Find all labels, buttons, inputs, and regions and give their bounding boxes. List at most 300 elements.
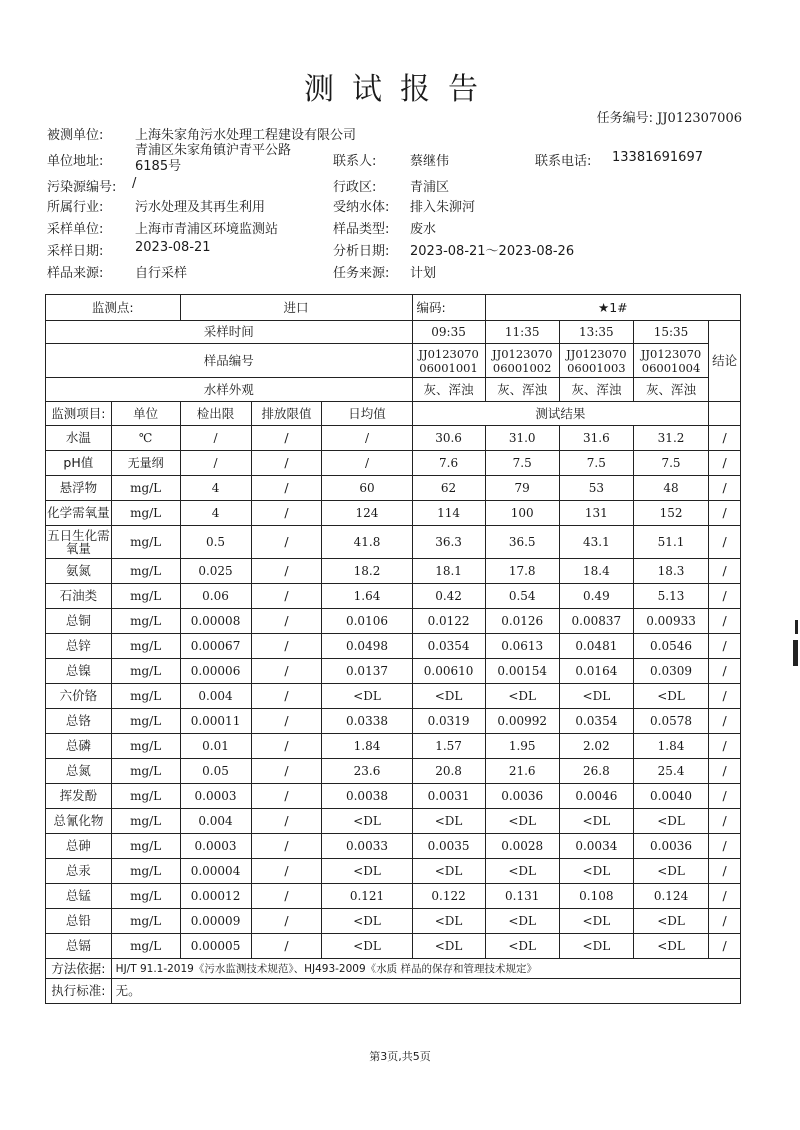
unit-cell: mg/L [111, 609, 180, 634]
conclusion-cell: / [709, 426, 741, 451]
conclusion-cell: / [709, 526, 741, 559]
result-cell: 100 [485, 501, 559, 526]
result-cell: 0.0164 [559, 659, 633, 684]
conclusion-header: 结论 [709, 321, 741, 402]
task-source-label: 任务来源: [333, 266, 390, 281]
emission-limit-cell: / [251, 501, 322, 526]
result-cell: 30.6 [412, 426, 485, 451]
daily-avg-cell: <DL [322, 809, 412, 834]
district-label: 行政区: [333, 180, 377, 195]
result-cell: 0.0481 [559, 634, 633, 659]
scan-artifact [793, 640, 798, 666]
emission-limit-cell: / [251, 526, 322, 559]
analysis-date-value: 2023-08-21～2023-08-26 [410, 244, 575, 259]
item-cell: 总氮 [46, 759, 112, 784]
sample-code-line2: 06001002 [492, 360, 552, 375]
sample-date-value: 2023-08-21 [135, 240, 211, 255]
client-label: 被测单位: [47, 128, 104, 143]
result-cell: 0.00610 [412, 659, 485, 684]
result-cell: <DL [485, 934, 559, 959]
result-cell: <DL [633, 909, 708, 934]
detect-limit-cell: 0.0003 [180, 834, 251, 859]
detect-limit-header: 检出限 [180, 402, 251, 426]
result-cell: <DL [485, 809, 559, 834]
result-cell: <DL [412, 809, 485, 834]
result-cell: 0.0036 [485, 784, 559, 809]
daily-avg-cell: 124 [322, 501, 412, 526]
unit-cell: mg/L [111, 684, 180, 709]
unit-cell: mg/L [111, 834, 180, 859]
emission-limit-cell: / [251, 559, 322, 584]
daily-avg-cell: 23.6 [322, 759, 412, 784]
sample-code-line2: 06001001 [419, 360, 478, 375]
receiving-water-label: 受纳水体: [333, 200, 390, 215]
conclusion-cell: / [709, 501, 741, 526]
table-row [46, 584, 741, 609]
unit-cell: mg/L [111, 559, 180, 584]
table-row [46, 526, 741, 559]
daily-avg-cell: 0.0038 [322, 784, 412, 809]
table-row [46, 734, 741, 759]
industry-value: 污水处理及其再生利用 [135, 200, 266, 215]
daily-avg-cell: 18.2 [322, 559, 412, 584]
result-cell: <DL [633, 684, 708, 709]
emission-limit-cell: / [251, 709, 322, 734]
sample-date-label: 采样日期: [47, 244, 104, 259]
result-cell: 31.0 [485, 426, 559, 451]
sample-code-line1: JJ0123070 [566, 346, 627, 361]
conclusion-cell: / [709, 784, 741, 809]
table-row [46, 426, 741, 451]
emission-limit-cell: / [251, 759, 322, 784]
emission-limit-cell: / [251, 584, 322, 609]
result-cell: 0.0354 [559, 709, 633, 734]
detect-limit-cell: 0.025 [180, 559, 251, 584]
result-cell: 0.00933 [633, 609, 708, 634]
conclusion-cell: / [709, 584, 741, 609]
unit-cell: mg/L [111, 809, 180, 834]
result-cell: <DL [633, 934, 708, 959]
result-cell: <DL [485, 859, 559, 884]
daily-avg-cell: 1.84 [322, 734, 412, 759]
daily-avg-cell: / [322, 451, 412, 476]
conclusion-cell: / [709, 609, 741, 634]
table-row [46, 659, 741, 684]
emission-limit-cell: / [251, 659, 322, 684]
daily-avg-cell: 1.64 [322, 584, 412, 609]
result-cell: <DL [559, 684, 633, 709]
analysis-date-label: 分析日期: [333, 244, 390, 259]
daily-avg-cell: 0.0137 [322, 659, 412, 684]
detect-limit-cell: 0.0003 [180, 784, 251, 809]
result-cell: <DL [412, 934, 485, 959]
sample-code-line2: 06001004 [641, 360, 701, 375]
conclusion-cell: / [709, 909, 741, 934]
appearance-cell: 灰、浑浊 [485, 378, 559, 402]
detect-limit-cell: / [180, 451, 251, 476]
unit-cell: mg/L [111, 501, 180, 526]
detect-limit-cell: / [180, 426, 251, 451]
item-cell: 总锰 [46, 884, 112, 909]
result-cell: 20.8 [412, 759, 485, 784]
item-cell: 总磷 [46, 734, 112, 759]
result-cell: 0.0046 [559, 784, 633, 809]
emission-limit-cell: / [251, 784, 322, 809]
task-number-label: 任务编号: [596, 111, 653, 126]
result-cell: 0.0126 [485, 609, 559, 634]
method-value: HJ/T 91.1-2019《污水监测技术规范》、HJ493-2009《水质 样品的保存和管理技术规定》 [111, 959, 740, 979]
point-value: 进口 [180, 295, 412, 321]
method-label: 方法依据: [46, 959, 112, 979]
task-source-value: 计划 [410, 266, 437, 281]
detect-limit-cell: 0.05 [180, 759, 251, 784]
detect-limit-cell: 0.00012 [180, 884, 251, 909]
item-cell: 总铅 [46, 909, 112, 934]
result-cell: 131 [559, 501, 633, 526]
daily-avg-cell: 0.121 [322, 884, 412, 909]
result-cell: 0.0034 [559, 834, 633, 859]
item-cell: 总汞 [46, 859, 112, 884]
daily-avg-cell: 0.0106 [322, 609, 412, 634]
daily-avg-cell: <DL [322, 909, 412, 934]
result-cell: 114 [412, 501, 485, 526]
time-row [46, 321, 741, 344]
table-row [46, 784, 741, 809]
unit-cell: mg/L [111, 526, 180, 559]
result-cell: 0.42 [412, 584, 485, 609]
sample-code-cell [412, 344, 485, 378]
emission-limit-cell: / [251, 809, 322, 834]
emission-limit-cell: / [251, 451, 322, 476]
address-line-2: 6185号 [135, 159, 182, 174]
item-cell: 总砷 [46, 834, 112, 859]
result-cell: <DL [559, 909, 633, 934]
result-cell: 1.84 [633, 734, 708, 759]
result-cell: <DL [412, 859, 485, 884]
result-cell: <DL [412, 684, 485, 709]
daily-avg-cell: <DL [322, 934, 412, 959]
appearance-cell: 灰、浑浊 [633, 378, 708, 402]
sample-code-cell [485, 344, 559, 378]
daily-avg-cell: <DL [322, 859, 412, 884]
emission-limit-cell: / [251, 934, 322, 959]
code-value: ★1# [485, 295, 740, 321]
sampler-value: 上海市青浦区环境监测站 [135, 222, 279, 237]
table-row [46, 884, 741, 909]
daily-avg-cell: 60 [322, 476, 412, 501]
item-cell: 悬浮物 [46, 476, 112, 501]
result-cell: 36.3 [412, 526, 485, 559]
result-cell: <DL [633, 859, 708, 884]
item-cell: 总锌 [46, 634, 112, 659]
detect-limit-cell: 0.00067 [180, 634, 251, 659]
code-label: 编码: [412, 295, 485, 321]
emission-limit-cell: / [251, 734, 322, 759]
conclusion-cell: / [709, 834, 741, 859]
data-rows [46, 426, 741, 959]
point-label: 监测点: [46, 295, 181, 321]
table-row [46, 476, 741, 501]
table-row [46, 634, 741, 659]
table-row [46, 609, 741, 634]
item-cell: pH值 [46, 451, 112, 476]
item-cell: 五日生化需氧量 [46, 526, 112, 559]
unit-cell: mg/L [111, 584, 180, 609]
sample-code-cell [559, 344, 633, 378]
sample-source-label: 样品来源: [47, 266, 104, 281]
sampler-label: 采样单位: [47, 222, 104, 237]
result-cell: 0.00992 [485, 709, 559, 734]
conclusion-cell: / [709, 451, 741, 476]
result-cell: 7.5 [633, 451, 708, 476]
unit-cell: mg/L [111, 634, 180, 659]
emission-limit-cell: / [251, 909, 322, 934]
result-cell: 43.1 [559, 526, 633, 559]
result-cell: 5.13 [633, 584, 708, 609]
receiving-water-value: 排入朱泖河 [410, 200, 476, 215]
result-cell: 0.0031 [412, 784, 485, 809]
result-cell: 7.5 [485, 451, 559, 476]
emission-limit-cell: / [251, 884, 322, 909]
sample-source-value: 自行采样 [135, 266, 188, 281]
phone-value: 13381691697 [612, 150, 703, 165]
conclusion-spacer [709, 402, 741, 426]
standard-row [46, 979, 741, 1004]
conclusion-cell: / [709, 934, 741, 959]
daily-avg-cell: / [322, 426, 412, 451]
conclusion-cell: / [709, 559, 741, 584]
table-row [46, 834, 741, 859]
detect-limit-cell: 4 [180, 476, 251, 501]
conclusion-cell: / [709, 684, 741, 709]
detect-limit-cell: 0.01 [180, 734, 251, 759]
result-cell: <DL [559, 859, 633, 884]
table-row [46, 809, 741, 834]
column-header-row [46, 402, 741, 426]
result-cell: <DL [485, 909, 559, 934]
item-cell: 化学需氧量 [46, 501, 112, 526]
time-label: 采样时间 [46, 321, 413, 344]
result-cell: 26.8 [559, 759, 633, 784]
item-cell: 总镉 [46, 934, 112, 959]
result-cell: 31.6 [559, 426, 633, 451]
result-cell: 0.0354 [412, 634, 485, 659]
unit-cell: ℃ [111, 426, 180, 451]
result-cell: 0.0040 [633, 784, 708, 809]
table-row [46, 451, 741, 476]
table-row [46, 684, 741, 709]
result-cell: 0.108 [559, 884, 633, 909]
result-cell: 18.3 [633, 559, 708, 584]
result-cell: 0.0319 [412, 709, 485, 734]
unit-cell: mg/L [111, 476, 180, 501]
detect-limit-cell: 0.004 [180, 684, 251, 709]
result-cell: <DL [485, 684, 559, 709]
detect-limit-cell: 0.00009 [180, 909, 251, 934]
result-cell: 0.49 [559, 584, 633, 609]
emission-limit-cell: / [251, 634, 322, 659]
table-row [46, 859, 741, 884]
conclusion-cell: / [709, 659, 741, 684]
detect-limit-cell: 0.00005 [180, 934, 251, 959]
emission-limit-cell: / [251, 859, 322, 884]
client-value: 上海朱家角污水处理工程建设有限公司 [135, 128, 357, 143]
report-title: 测试报告 [304, 72, 496, 107]
result-cell: 0.00154 [485, 659, 559, 684]
conclusion-cell: / [709, 759, 741, 784]
result-cell: 7.6 [412, 451, 485, 476]
sample-code-line1: JJ0123070 [418, 346, 479, 361]
unit-cell: mg/L [111, 759, 180, 784]
table-row [46, 709, 741, 734]
table-row [46, 501, 741, 526]
item-cell: 石油类 [46, 584, 112, 609]
result-cell: 152 [633, 501, 708, 526]
item-cell: 总镍 [46, 659, 112, 684]
method-row [46, 959, 741, 979]
result-cell: 0.0546 [633, 634, 708, 659]
result-cell: 31.2 [633, 426, 708, 451]
detect-limit-cell: 0.06 [180, 584, 251, 609]
item-cell: 氨氮 [46, 559, 112, 584]
district-value: 青浦区 [410, 180, 450, 195]
item-cell: 水温 [46, 426, 112, 451]
unit-cell: mg/L [111, 784, 180, 809]
time-cell: 13:35 [559, 321, 633, 344]
item-cell: 总氰化物 [46, 809, 112, 834]
source-id-value: / [132, 176, 137, 191]
result-cell: 48 [633, 476, 708, 501]
sample-code-cell [633, 344, 708, 378]
detect-limit-cell: 0.00008 [180, 609, 251, 634]
conclusion-cell: / [709, 634, 741, 659]
sample-code-line2: 06001003 [567, 360, 626, 375]
result-cell: 0.131 [485, 884, 559, 909]
item-cell: 总铜 [46, 609, 112, 634]
detect-limit-cell: 0.004 [180, 809, 251, 834]
time-cell: 11:35 [485, 321, 559, 344]
table-row [46, 559, 741, 584]
time-cell: 09:35 [412, 321, 485, 344]
table-row [46, 909, 741, 934]
result-cell: 79 [485, 476, 559, 501]
result-cell: 18.1 [412, 559, 485, 584]
item-cell: 六价铬 [46, 684, 112, 709]
result-cell: 0.54 [485, 584, 559, 609]
time-cell: 15:35 [633, 321, 708, 344]
result-cell: 1.95 [485, 734, 559, 759]
daily-avg-cell: 0.0498 [322, 634, 412, 659]
task-number-value: JJ012307006 [657, 111, 742, 126]
table-row [46, 759, 741, 784]
item-header: 监测项目: [46, 402, 112, 426]
standard-value: 无。 [111, 979, 740, 1004]
daily-avg-cell: 0.0338 [322, 709, 412, 734]
header-point-row [46, 295, 741, 321]
result-cell: 51.1 [633, 526, 708, 559]
daily-avg-cell: 0.0033 [322, 834, 412, 859]
phone-label: 联系电话: [535, 154, 592, 169]
result-cell: 2.02 [559, 734, 633, 759]
conclusion-cell: / [709, 884, 741, 909]
sample-code-line1: JJ0123070 [491, 346, 553, 361]
unit-header: 单位 [111, 402, 180, 426]
industry-label: 所属行业: [47, 200, 104, 215]
sample-no-label: 样品编号 [46, 344, 413, 378]
sample-type-value: 废水 [410, 222, 437, 237]
appearance-label: 水样外观 [46, 378, 413, 402]
daily-avg-cell: <DL [322, 684, 412, 709]
sample-code-line1: JJ0123070 [640, 346, 702, 361]
source-id-label: 污染源编号: [47, 180, 117, 195]
conclusion-cell: / [709, 809, 741, 834]
result-cell: 0.124 [633, 884, 708, 909]
result-cell: <DL [633, 809, 708, 834]
emission-limit-cell: / [251, 834, 322, 859]
table-row [46, 934, 741, 959]
emission-limit-header: 排放限值 [251, 402, 322, 426]
emission-limit-cell: / [251, 476, 322, 501]
unit-cell: mg/L [111, 909, 180, 934]
item-cell: 挥发酚 [46, 784, 112, 809]
conclusion-cell: / [709, 709, 741, 734]
daily-avg-cell: 41.8 [322, 526, 412, 559]
result-cell: 0.0036 [633, 834, 708, 859]
unit-cell: mg/L [111, 934, 180, 959]
unit-cell: mg/L [111, 884, 180, 909]
result-cell: <DL [559, 934, 633, 959]
detect-limit-cell: 0.00006 [180, 659, 251, 684]
emission-limit-cell: / [251, 684, 322, 709]
result-cell: <DL [559, 809, 633, 834]
detect-limit-cell: 0.00011 [180, 709, 251, 734]
appearance-row [46, 378, 741, 402]
result-cell: 7.5 [559, 451, 633, 476]
address-value [135, 143, 291, 175]
conclusion-cell: / [709, 859, 741, 884]
result-cell: 17.8 [485, 559, 559, 584]
result-cell: 0.00837 [559, 609, 633, 634]
page-footer: 第3页,共5页 [369, 1050, 431, 1063]
result-cell: 18.4 [559, 559, 633, 584]
results-table [45, 294, 741, 1004]
result-cell: 25.4 [633, 759, 708, 784]
result-cell: 53 [559, 476, 633, 501]
result-cell: 36.5 [485, 526, 559, 559]
results-header: 测试结果 [412, 402, 709, 426]
contact-label: 联系人: [333, 154, 377, 169]
emission-limit-cell: / [251, 609, 322, 634]
result-cell: 0.0035 [412, 834, 485, 859]
sample-code-row [46, 344, 741, 378]
result-cell: <DL [412, 909, 485, 934]
unit-cell: 无量纲 [111, 451, 180, 476]
conclusion-cell: / [709, 734, 741, 759]
unit-cell: mg/L [111, 659, 180, 684]
item-cell: 总铬 [46, 709, 112, 734]
result-cell: 0.0613 [485, 634, 559, 659]
result-cell: 62 [412, 476, 485, 501]
result-cell: 0.122 [412, 884, 485, 909]
task-number [597, 107, 742, 126]
detect-limit-cell: 4 [180, 501, 251, 526]
emission-limit-cell: / [251, 426, 322, 451]
result-cell: 0.0578 [633, 709, 708, 734]
standard-label: 执行标准: [46, 979, 112, 1004]
address-label: 单位地址: [47, 154, 104, 169]
scan-artifact [795, 620, 798, 634]
result-cell: 1.57 [412, 734, 485, 759]
